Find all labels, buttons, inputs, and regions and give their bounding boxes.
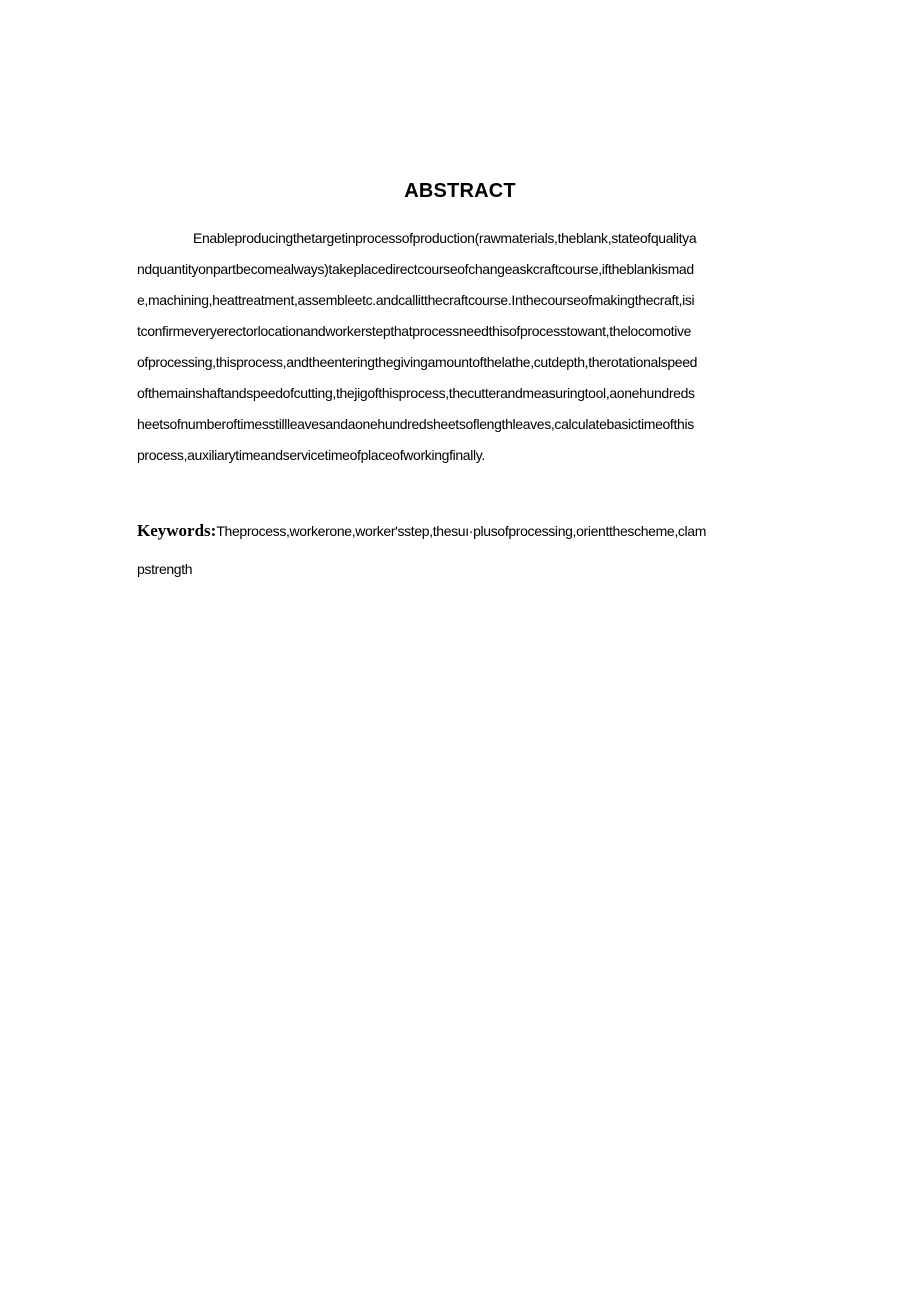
- keywords-line: pstrength: [137, 561, 193, 577]
- abstract-title: ABSTRACT: [404, 180, 516, 202]
- abstract-line: tconfirmeveryerectorlocationandworkerstepthatprocessneedthisofprocesstowant,thelocomotive: [137, 323, 692, 339]
- keywords-label: Keywords:: [137, 521, 217, 540]
- keywords-section: [137, 518, 785, 594]
- abstract-body: [137, 226, 785, 474]
- abstract-line: process,auxiliarytimeandservicetimeofplaceofworkingfinally.: [137, 447, 485, 463]
- abstract-line: ofprocessing,thisprocess,andtheenteringthegivingamountofthelathe,cutdepth,therotationalspeed: [137, 354, 698, 370]
- abstract-line: ofthemainshaftandspeedofcutting,thejigofthisprocess,thecutterandmeasuringtool,aonehundreds: [137, 385, 695, 401]
- keywords-text: Theprocess,workerone,worker'sstep,thesuı·plusofprocessing,orientthescheme,clam: [216, 523, 707, 539]
- keywords-line: [137, 518, 785, 556]
- abstract-line: Enableproducingthetargetinprocessofproduction(rawmaterials,theblank,stateofqualitya: [193, 230, 697, 246]
- abstract-line: e,machining,heattreatment,assembleetc.andcallitthecraftcourse.Inthecourseofmakingthecraft,isi: [137, 292, 695, 308]
- abstract-line: heetsofnumberoftimesstillleavesandaonehundredsheetsoflengthleaves,calculatebasictimeofthis: [137, 416, 694, 432]
- abstract-line: ndquantityonpartbecomealways)takeplacedirectcourseofchangeaskcraftcourse,iftheblankismad: [137, 261, 694, 277]
